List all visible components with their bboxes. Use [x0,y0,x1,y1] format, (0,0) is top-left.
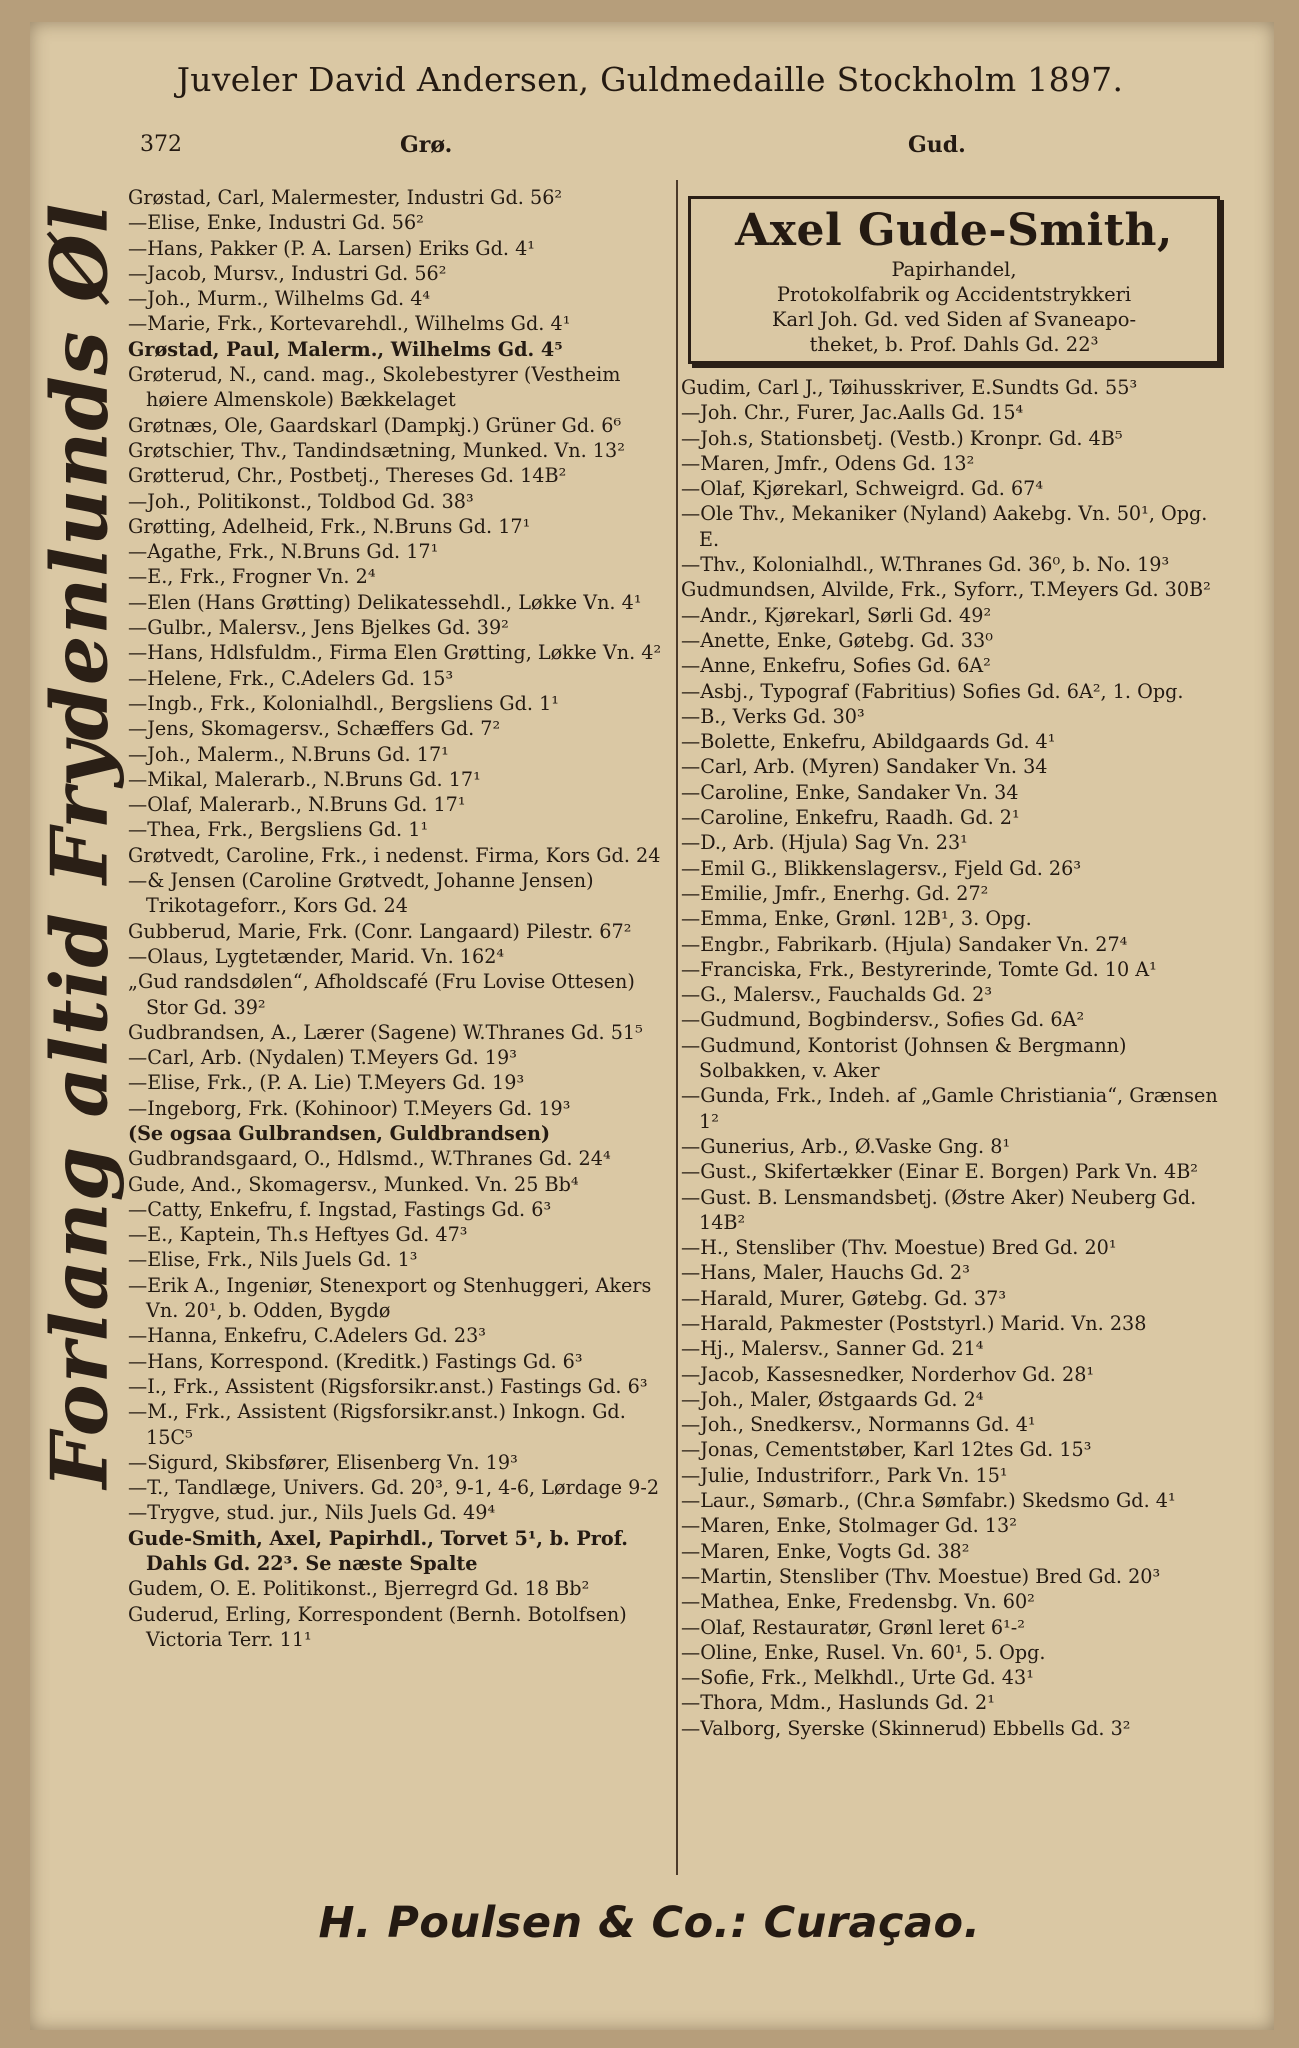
directory-entry: —G., Malersv., Fauchalds Gd. 2³ [681,983,993,1007]
directory-entry: —Maren, Jmfr., Odens Gd. 13² [681,451,975,475]
directory-entry: —Erik A., Ingeniør, Stenexport og Stenhuggeri, Akers Vn. 20¹, b. Odden, Bygdø [128,1273,652,1323]
directory-entry: —Olaf, Kjørekarl, Schweigrd. Gd. 67⁴ [681,477,1044,501]
directory-entry: Guderud, Erling, Korrespondent (Bernh. Botolfsen) Victoria Terr. 11¹ [128,1602,627,1651]
directory-entry: —Thea, Frk., Bergsliens Gd. 1¹ [128,818,429,842]
directory-entry: —Caroline, Enke, Sandaker Vn. 34 [681,780,1019,804]
directory-entry: —Olaf, Malerarb., N.Bruns Gd. 17¹ [128,793,466,817]
advert-line: Protokolfabrik og Accidentstrykkeri [776,283,1132,306]
directory-entry: —Emil G., Blikkenslagersv., Fjeld Gd. 26³ [681,856,1082,880]
directory-entry: —Ingb., Frk., Kolonialhdl., Bergsliens Gd. 1¹ [128,691,559,715]
directory-entry: Grøtting, Adelheid, Frk., N.Bruns Gd. 17¹ [128,514,531,538]
directory-entry: —Sofie, Frk., Melkhdl., Urte Gd. 43¹ [681,1666,1034,1690]
directory-entry: —Jacob, Kassesnedker, Norderhov Gd. 28¹ [681,1362,1095,1386]
directory-entry: „Gud randsdølen“, Afholdscafé (Fru Lovise Ottesen) Stor Gd. 39² [128,970,635,1019]
directory-entry: —Olaf, Restauratør, Grønl leret 6¹-² [681,1615,1025,1639]
directory-entry: —Joh. Chr., Furer, Jac.Aalls Gd. 15⁴ [681,401,1024,425]
directory-entry: —Anne, Enkefru, Sofies Gd. 6A² [681,654,991,678]
directory-entry: —Carl, Arb. (Myren) Sandaker Vn. 34 [681,755,1048,779]
directory-entry: —D., Arb. (Hjula) Sag Vn. 23¹ [681,831,968,855]
directory-entry: (Se ogsaa Gulbrandsen, Guldbrandsen) [128,1121,551,1145]
advert-line: Papirhandel, [891,258,1017,281]
directory-entry: —Gunda, Frk., Indeh. af „Gamle Christiania“, Grænsen 1² [681,1084,1218,1133]
directory-entry: Grøtterud, Chr., Postbetj., Thereses Gd. 14B² [128,464,567,488]
directory-entry: Grøtschier, Thv., Tandindsætning, Munked. Vn. 13² [128,438,625,462]
directory-entry: —Hanna, Enkefru, C.Adelers Gd. 23³ [128,1324,487,1348]
side-advert [20,100,140,1590]
directory-entry: —Hj., Malersv., Sanner Gd. 21⁴ [681,1337,984,1361]
directory-entry: —Hans, Pakker (P. A. Larsen) Eriks Gd. 4¹ [128,236,535,260]
directory-entry: —H., Stensliber (Thv. Moestue) Bred Gd. 20¹ [681,1236,1117,1260]
directory-entry: —& Jensen (Caroline Grøtvedt, Johanne Jensen) Trikotageforr., Kors Gd. 24 [128,869,594,918]
directory-entry: —Mikal, Malerarb., N.Bruns Gd. 17¹ [128,767,481,791]
directory-entry: Grøtnæs, Ole, Gaardskarl (Dampkj.) Grüner Gd. 6⁶ [128,413,622,437]
advert-title: Axel Gude-Smith, [735,205,1173,256]
directory-entry: —E., Kaptein, Th.s Heftyes Gd. 47³ [128,1223,468,1247]
directory-entry: —Gudmund, Bogbindersv., Sofies Gd. 6A² [681,1008,1085,1032]
advert-box [688,196,1220,364]
directory-entry: —Hans, Korrespond. (Kreditk.) Fastings Gd. 6³ [128,1349,583,1373]
directory-entry: Gudem, O. E. Politikonst., Bjerregrd Gd. 18 Bb² [128,1577,590,1601]
directory-entry: —Asbj., Typograf (Fabritius) Sofies Gd. 6A², 1. Opg. [681,679,1184,703]
directory-entry: Grøstad, Paul, Malerm., Wilhelms Gd. 4⁵ [128,337,563,361]
directory-entry: —Jens, Skomagersv., Schæffers Gd. 7² [128,717,501,741]
directory-entry: —M., Frk., Assistent (Rigsforsikr.anst.) Inkogn. Gd. 15C⁵ [128,1400,626,1449]
directory-entry: —Thora, Mdm., Haslunds Gd. 2¹ [681,1691,995,1715]
directory-entry: —Agathe, Frk., N.Bruns Gd. 17¹ [128,540,439,564]
column-divider [676,180,678,1875]
directory-entry: Gubberud, Marie, Frk. (Conr. Langaard) Pilestr. 67² [128,919,632,943]
directory-entry: —Emma, Enke, Grønl. 12B¹, 3. Opg. [681,907,1032,931]
directory-entry: —I., Frk., Assistent (Rigsforsikr.anst.) Fastings Gd. 6³ [128,1374,648,1398]
directory-entry: —T., Tandlæge, Univers. Gd. 20³, 9-1, 4-6, Lørdage 9-2 [128,1476,660,1500]
directory-entry: —Anette, Enke, Gøtebg. Gd. 33⁰ [681,628,993,652]
directory-entry: Gudbrandsgaard, O., Hdlsmd., W.Thranes Gd. 24⁴ [128,1147,611,1171]
directory-entry: —Ingeborg, Frk. (Kohinoor) T.Meyers Gd. 19³ [128,1096,571,1120]
directory-entry: Gudim, Carl J., Tøihusskriver, E.Sundts Gd. 55³ [681,376,1138,399]
directory-entry: —Joh., Snedkersv., Normanns Gd. 4¹ [681,1413,1036,1437]
directory-entry: —Gudmund, Kontorist (Johnsen & Bergmann) Solbakken, v. Aker [681,1033,1127,1083]
directory-entry: —Jonas, Cementstøber, Karl 12tes Gd. 15³ [681,1438,1092,1462]
directory-entry: Gude, And., Skomagersv., Munked. Vn. 25 Bb⁴ [128,1172,579,1196]
advert-line: theket, b. Prof. Dahls Gd. 22³ [809,333,1099,356]
left-column [128,185,674,1652]
directory-entry: —Joh., Maler, Østgaards Gd. 2⁴ [681,1387,984,1411]
directory-entry: —Sigurd, Skibsfører, Elisenberg Vn. 19³ [128,1450,518,1474]
directory-entry: —Harald, Pakmester (Poststyrl.) Marid. Vn. 238 [681,1311,1147,1335]
directory-entry: —Mathea, Enke, Fredensbg. Vn. 60² [681,1590,1035,1614]
directory-entry: —Gunerius, Arb., Ø.Vaske Gng. 8¹ [681,1134,1011,1158]
directory-entry: —Elise, Enke, Industri Gd. 56² [128,211,424,235]
directory-entry: —Bolette, Enkefru, Abildgaards Gd. 4¹ [681,730,1056,754]
directory-entry: Gude-Smith, Axel, Papirhdl., Torvet 5¹, b. Prof. Dahls Gd. 22³. Se næste Spalte [128,1526,628,1576]
side-advert-text: Forlang altid Frydenlunds Øl [34,202,126,1488]
footer-advert: H. Poulsen & Co.: Curaçao. [318,1898,981,1948]
directory-entry: —Carl, Arb. (Nydalen) T.Meyers Gd. 19³ [128,1046,517,1070]
directory-entry: —E., Frk., Frogner Vn. 2⁴ [128,565,376,589]
directory-entry: Grøtvedt, Caroline, Frk., i nedenst. Firma, Kors Gd. 24 [128,843,661,867]
directory-entry: —Joh., Murm., Wilhelms Gd. 4⁴ [128,287,431,311]
directory-entry: Grøstad, Carl, Malermester, Industri Gd. 56² [128,186,563,209]
directory-entry: —Gust. B. Lensmandsbetj. (Østre Aker) Neuberg Gd. 14B² [681,1185,1197,1234]
directory-entry: —Andr., Kjørekarl, Sørli Gd. 49² [681,603,992,627]
directory-entry: —Engbr., Fabrikarb. (Hjula) Sandaker Vn. 27⁴ [681,932,1128,956]
directory-entry: —Joh., Politikonst., Toldbod Gd. 38³ [128,489,474,513]
directory-entry: —Caroline, Enkefru, Raadh. Gd. 2¹ [681,806,1020,830]
advert-line: Karl Joh. Gd. ved Siden af Svaneapo- [771,308,1137,331]
directory-entry: —Olaus, Lygtetænder, Marid. Vn. 162⁴ [128,944,505,968]
column-heading-left: Grø. [400,132,453,158]
directory-entry: —Elise, Frk., Nils Juels Gd. 1³ [128,1248,418,1272]
directory-entry: Gudmundsen, Alvilde, Frk., Syforr., T.Meyers Gd. 30B² [681,578,1211,602]
directory-entry: —Maren, Enke, Stolmager Gd. 13² [681,1514,1017,1538]
directory-entry: —Emilie, Jmfr., Enerhg. Gd. 27² [681,881,989,905]
column-heading-right: Gud. [908,132,966,158]
header-advert: Juveler David Andersen, Guldmedaille Stockholm 1897. [176,60,1124,99]
directory-entry: —Julie, Industriforr., Park Vn. 15¹ [681,1463,1008,1487]
directory-entry: —Ole Thv., Mekaniker (Nyland) Aakebg. Vn. 50¹, Opg. E. [681,502,1208,551]
directory-entry: —Trygve, stud. jur., Nils Juels Gd. 49⁴ [128,1501,496,1525]
directory-entry: —Martin, Stensliber (Thv. Moestue) Bred Gd. 20³ [681,1564,1161,1588]
directory-entry: Gudbrandsen, A., Lærer (Sagene) W.Thranes Gd. 51⁵ [128,1020,643,1044]
directory-entry: —Oline, Enke, Rusel. Vn. 60¹, 5. Opg. [681,1640,1046,1664]
directory-entry: —Valborg, Syerske (Skinnerud) Ebbells Gd. 3² [681,1716,1131,1740]
right-column [681,375,1226,1741]
directory-entry: —Marie, Frk., Kortevarehdl., Wilhelms Gd. 4¹ [128,312,571,336]
directory-entry: —Joh., Malerm., N.Bruns Gd. 17¹ [128,742,449,766]
directory-entry: —Thv., Kolonialhdl., W.Thranes Gd. 36⁰, b. No. 19³ [681,553,1170,577]
directory-entry: —Jacob, Mursv., Industri Gd. 56² [128,261,447,285]
directory-entry: —Laur., Sømarb., (Chr.a Sømfabr.) Skedsmo Gd. 4¹ [681,1489,1176,1513]
directory-entry: —Elen (Hans Grøtting) Delikatessehdl., Løkke Vn. 4¹ [128,590,642,614]
directory-entry: Grøterud, N., cand. mag., Skolebestyrer (Vestheim høiere Almenskole) Bækkelaget [128,363,621,412]
directory-entry: —Elise, Frk., (P. A. Lie) T.Meyers Gd. 19³ [128,1071,525,1095]
directory-entry: —Catty, Enkefru, f. Ingstad, Fastings Gd. 6³ [128,1197,552,1221]
directory-entry: —Harald, Murer, Gøtebg. Gd. 37³ [681,1286,1007,1310]
directory-entry: —Joh.s, Stationsbetj. (Vestb.) Kronpr. Gd. 4B⁵ [681,426,1123,450]
directory-entry: —Gust., Skifertækker (Einar E. Borgen) Park Vn. 4B² [681,1160,1198,1184]
directory-entry: —Helene, Frk., C.Adelers Gd. 15³ [128,666,454,690]
page-number: 372 [140,132,182,157]
directory-entry: —Hans, Maler, Hauchs Gd. 2³ [681,1261,970,1285]
directory-entry: —B., Verks Gd. 30³ [681,704,865,728]
directory-entry: —Hans, Hdlsfuldm., Firma Elen Grøtting, Løkke Vn. 4² [128,641,662,665]
directory-entry: —Maren, Enke, Vogts Gd. 38² [681,1539,970,1563]
directory-entry: —Gulbr., Malersv., Jens Bjelkes Gd. 39² [128,616,509,640]
directory-entry: —Franciska, Frk., Bestyrerinde, Tomte Gd. 10 A¹ [681,957,1157,981]
